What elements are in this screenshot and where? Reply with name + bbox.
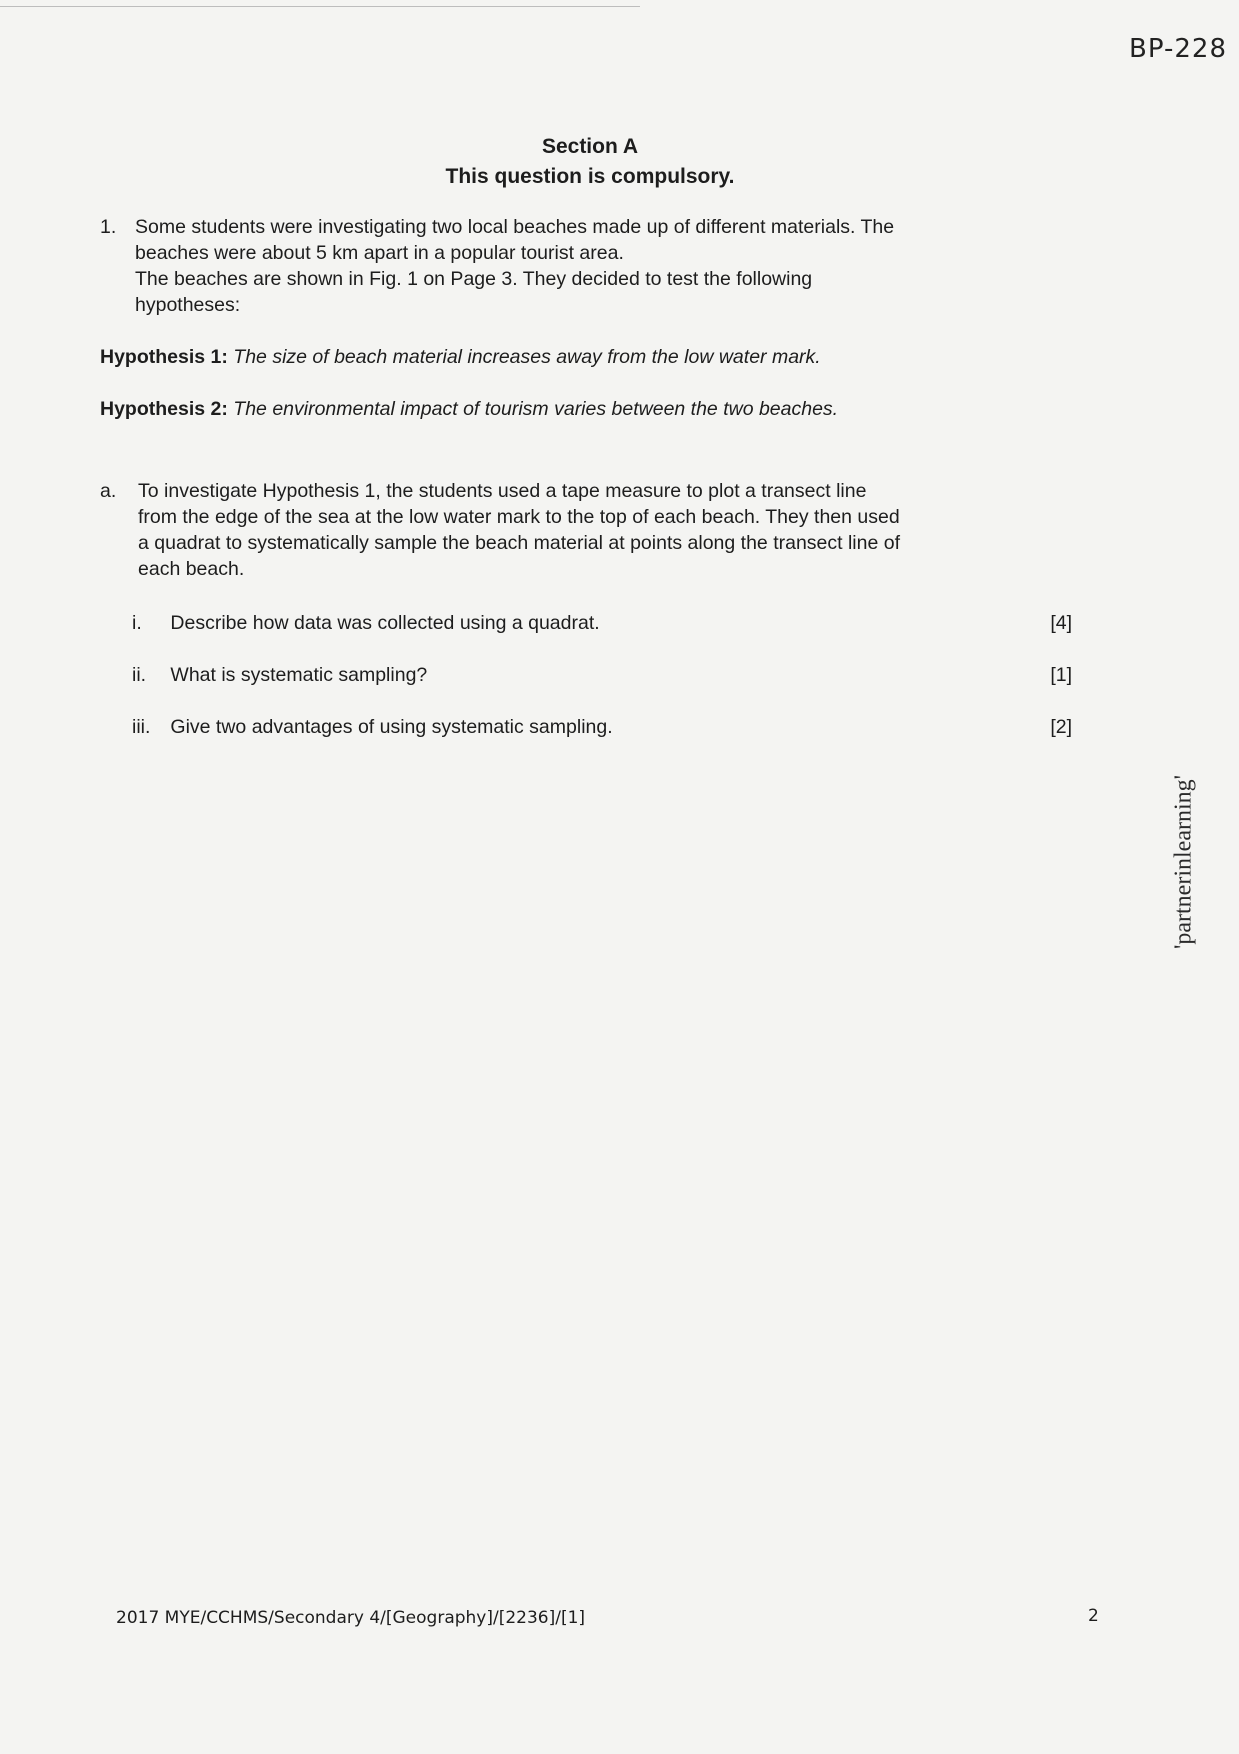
subquestion-roman: i. xyxy=(132,612,142,634)
question-line: hypotheses: xyxy=(135,294,241,316)
question-text xyxy=(135,214,1080,318)
subquestion-roman: iii. xyxy=(132,716,151,738)
question-number: 1. xyxy=(100,216,117,238)
section-subtitle: This question is compulsory. xyxy=(445,165,735,188)
subquestion-marks: [2] xyxy=(1050,716,1072,738)
part-number: a. xyxy=(100,480,117,502)
question-line: The beaches are shown in Fig. 1 on Page 3. They decided to test the following xyxy=(135,268,813,290)
part-line: a quadrat to systematically sample the beach material at points along the transect line of xyxy=(138,532,901,554)
section-title: Section A xyxy=(541,135,639,158)
hypothesis-1 xyxy=(100,346,1100,369)
question-1 xyxy=(100,214,1080,318)
page-number: 2 xyxy=(1088,1606,1099,1626)
subquestion-text: Describe how data was collected using a quadrat. xyxy=(170,612,600,634)
part-text xyxy=(138,478,1090,582)
hypothesis-text: The environmental impact of tourism varies between the two beaches. xyxy=(233,398,839,420)
subquestion-marks: [4] xyxy=(1050,612,1072,634)
subquestion-text: What is systematic sampling? xyxy=(170,664,428,686)
paper-code: BP-228 xyxy=(1129,34,1227,64)
subquestion-text: Give two advantages of using systematic sampling. xyxy=(170,716,613,738)
scan-edge-line xyxy=(0,6,640,7)
hypothesis-2 xyxy=(100,398,1100,421)
part-line: from the edge of the sea at the low water mark to the top of each beach. They then used xyxy=(138,506,900,528)
question-line: beaches were about 5 km apart in a popular tourist area. xyxy=(135,242,624,264)
watermark-text: 'partnerinlearning' xyxy=(1170,775,1197,949)
subquestion-ii xyxy=(132,664,1072,687)
part-line: each beach. xyxy=(138,558,245,580)
hypothesis-label: Hypothesis 2: xyxy=(100,398,228,420)
section-heading xyxy=(0,132,1180,192)
subquestion-roman: ii. xyxy=(132,664,147,686)
part-a xyxy=(100,478,1090,582)
subquestion-iii xyxy=(132,716,1072,739)
hypothesis-text: The size of beach material increases away from the low water mark. xyxy=(233,346,821,368)
subquestion-i xyxy=(132,612,1072,635)
footer-reference: 2017 MYE/CCHMS/Secondary 4/[Geography]/[2236]/[1] xyxy=(116,1608,586,1628)
subquestion-marks: [1] xyxy=(1050,664,1072,686)
part-line: To investigate Hypothesis 1, the students used a tape measure to plot a transect line xyxy=(138,480,867,502)
hypothesis-label: Hypothesis 1: xyxy=(100,346,228,368)
question-line: Some students were investigating two local beaches made up of different materials. The xyxy=(135,216,895,238)
